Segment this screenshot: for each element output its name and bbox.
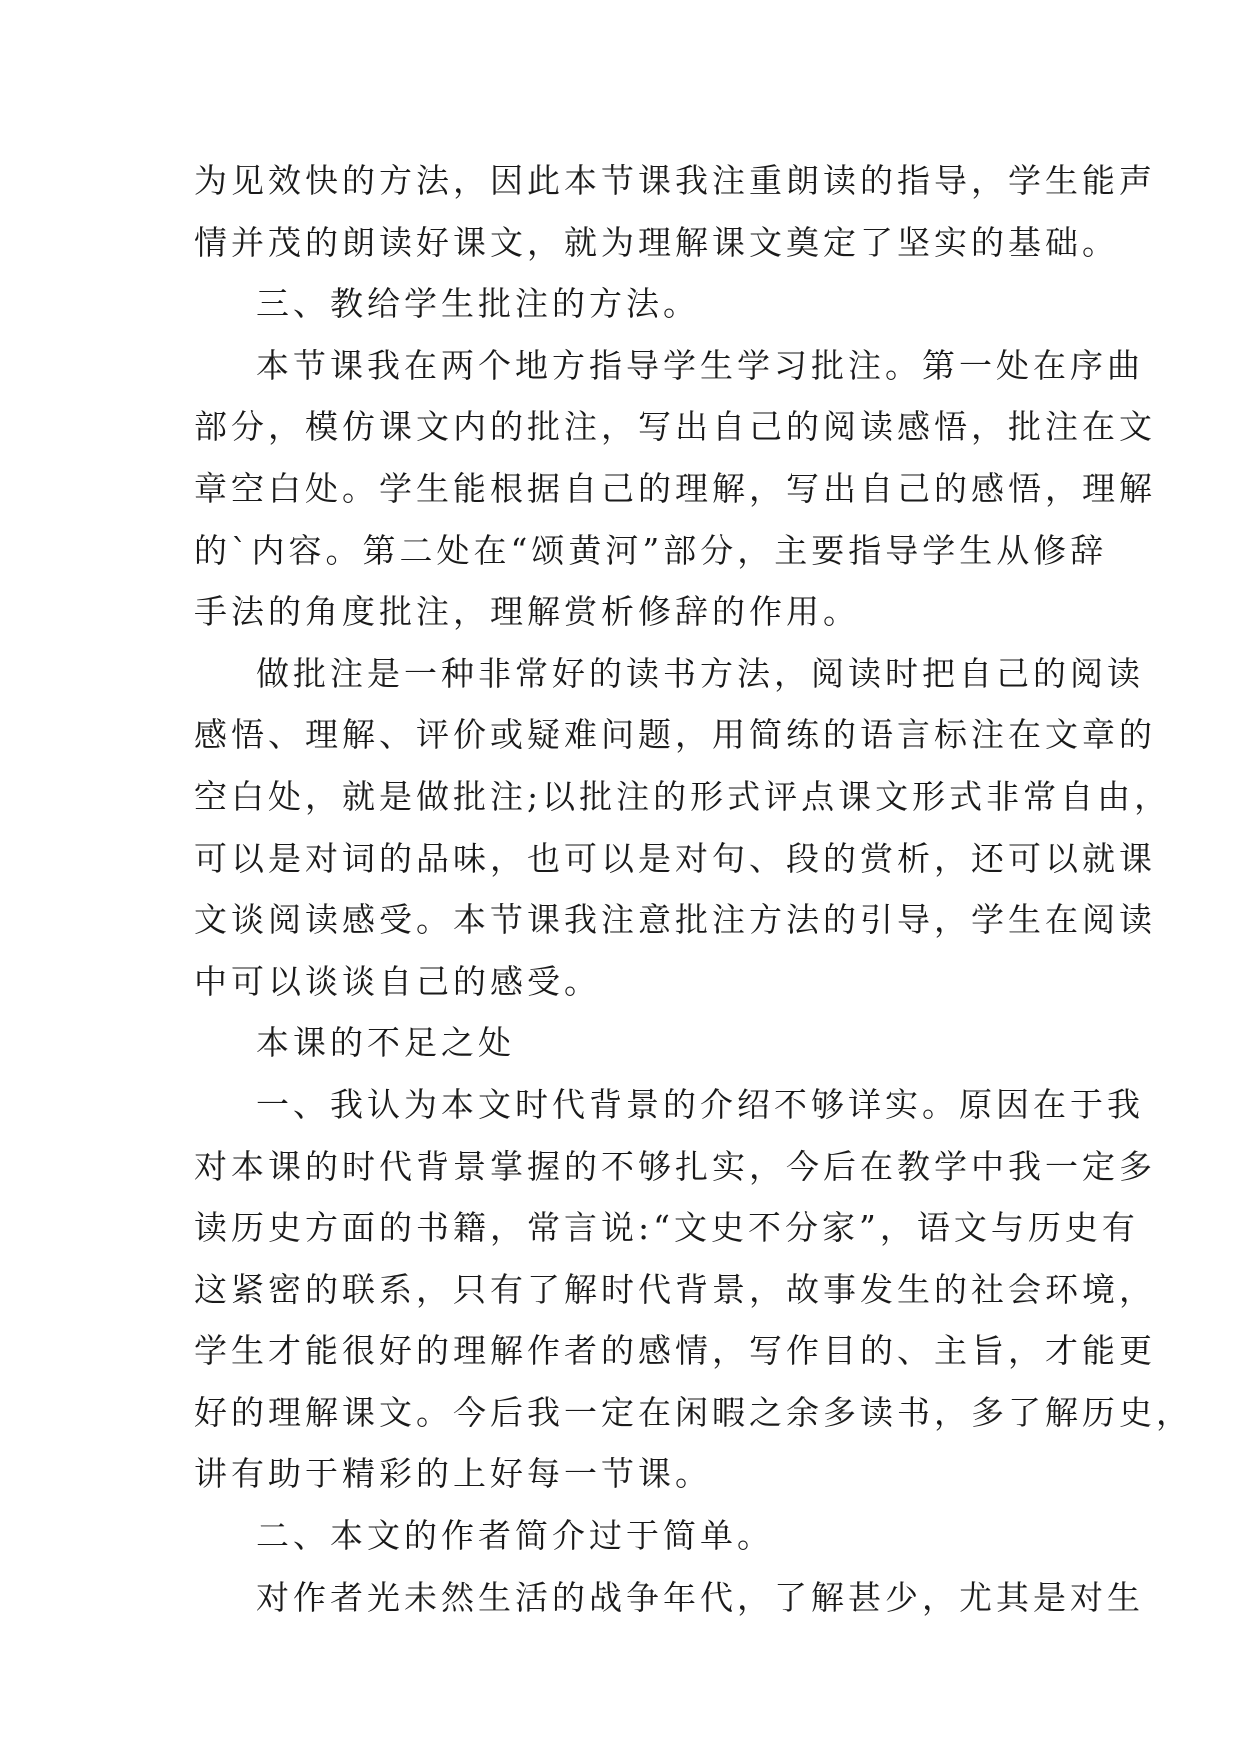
text-line: 这紧密的联系，只有了解时代背景，故事发生的社会环境，: [194, 1269, 1156, 1309]
text-line: 章空白处。学生能根据自己的理解，写出自己的感悟，理解: [194, 468, 1156, 508]
text-line: 手法的角度批注，理解赏析修辞的作用。: [194, 592, 860, 632]
text-line: 为见效快的方法，因此本节课我注重朗读的指导，学生能声: [194, 161, 1156, 200]
text-line: 一、我认为本文时代背景的介绍不够详实。原因在于我: [256, 1084, 1144, 1124]
text-line: 部分，模仿课文内的批注，写出自己的阅读感悟，批注在文: [194, 407, 1156, 447]
text-line: 感悟、理解、评价或疑难问题，用简练的语言标注在文章的: [194, 715, 1156, 755]
text-line: 对本课的时代背景掌握的不够扎实，今后在教学中我一定多: [194, 1146, 1156, 1186]
text-line: 可以是对词的品味，也可以是对句、段的赏析，还可以就课: [194, 838, 1156, 878]
text-line: 学生才能很好的理解作者的感情，写作目的、主旨，才能更: [194, 1331, 1156, 1371]
text-line: 做批注是一种非常好的读书方法，阅读时把自己的阅读: [256, 653, 1144, 693]
section-heading: 三、教给学生批注的方法。: [256, 284, 700, 324]
text-line: 的`内容。第二处在“颂黄河”部分，主要指导学生从修辞: [194, 530, 1108, 570]
text-line: 对作者光未然生活的战争年代，了解甚少，尤其是对生: [256, 1577, 1144, 1617]
text-line: 情并茂的朗读好课文，就为理解课文奠定了坚实的基础。: [194, 222, 1119, 262]
text-line: 讲有助于精彩的上好每一节课。: [194, 1454, 712, 1494]
text-line: 读历史方面的书籍，常言说:“文史不分家”，语文与历史有: [194, 1208, 1139, 1248]
text-line: 空白处，就是做批注;以批注的形式评点课文形式非常自由，: [194, 776, 1172, 816]
document-body: [194, 150, 1193, 1628]
text-line: 本节课我在两个地方指导学生学习批注。第一处在序曲: [256, 345, 1144, 385]
text-line: 中可以谈谈自己的感受。: [194, 961, 601, 1001]
text-line: 文谈阅读感受。本节课我注意批注方法的引导，学生在阅读: [194, 900, 1156, 940]
text-line: 好的理解课文。今后我一定在闲暇之余多读书，多了解历史，: [194, 1392, 1193, 1432]
section-heading: 本课的不足之处: [256, 1023, 515, 1063]
section-heading: 二、本文的作者简介过于简单。: [256, 1516, 774, 1556]
